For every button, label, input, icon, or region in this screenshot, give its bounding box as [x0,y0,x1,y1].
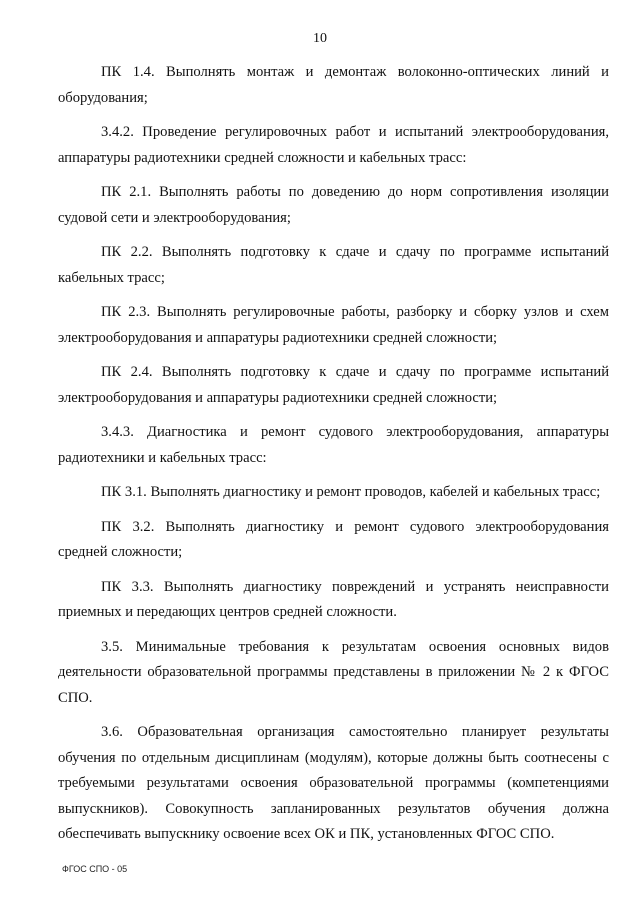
paragraph-section-3-4-2: 3.4.2. Проведение регулировочных работ и испытаний электрооборудования, аппаратуры радиотехники средней сложности и кабельных трасс: [58,124,609,166]
paragraph-pk-2-2: ПК 2.2. Выполнять подготовку к сдаче и сдачу по программе испытаний кабельных трасс; [58,244,609,286]
page-number: 10 [313,31,327,46]
paragraph-pk-2-4: ПК 2.4. Выполнять подготовку к сдаче и сдачу по программе испытаний электрооборудования и аппаратуры радиотехники средней сложности; [58,364,609,406]
paragraph-pk-3-3: ПК 3.3. Выполнять диагностику повреждений и устранять неисправности приемных и передающих центров средней сложности. [58,578,609,620]
paragraph-section-3-6: 3.6. Образовательная организация самостоятельно планирует результаты обучения по отдельным дисциплинам (модулям), которые должны быть соотнесены с требуемыми результатами освоения образовательной программы (компетенциями выпускников). Совокупность запланированных результатов обучения должна обеспечивать выпускнику освоение всех ОК и ПК, установленных ФГОС СПО. [58,724,609,842]
paragraph-pk-1-4: ПК 1.4. Выполнять монтаж и демонтаж волоконно-оптических линий и оборудования; [58,64,609,106]
paragraph-pk-3-1: ПК 3.1. Выполнять диагностику и ремонт проводов, кабелей и кабельных трасс; [101,484,601,500]
paragraph-section-3-5: 3.5. Минимальные требования к результатам освоения основных видов деятельности образовательной программы представлены в приложении № 2 к ФГОС СПО. [58,638,609,706]
paragraph-pk-2-3: ПК 2.3. Выполнять регулировочные работы, разборку и сборку узлов и схем электрооборудования и аппаратуры радиотехники средней сложности; [58,304,609,346]
paragraph-section-3-4-3: 3.4.3. Диагностика и ремонт судового электрооборудования, аппаратуры радиотехники и кабельных трасс: [58,424,609,466]
paragraph-pk-3-2: ПК 3.2. Выполнять диагностику и ремонт судового электрооборудования средней сложности; [58,518,609,560]
body-text [58,60,609,857]
paragraph-pk-2-1: ПК 2.1. Выполнять работы по доведению до норм сопротивления изоляции судовой сети и электрооборудования; [58,184,609,226]
footer-code: ФГОС СПО - 05 [62,864,128,874]
